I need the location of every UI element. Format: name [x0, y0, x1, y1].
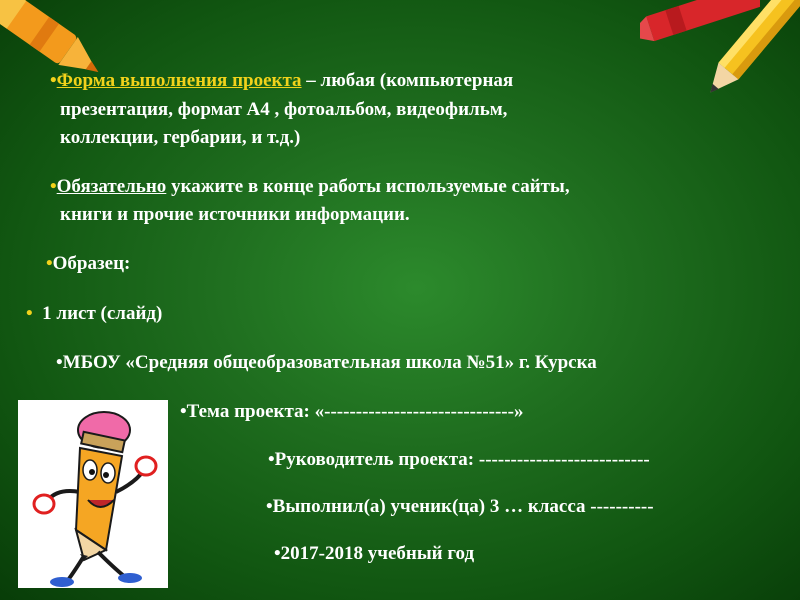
school-text: МБОУ «Средняя общеобразовательная школа №51» г. Курска	[62, 352, 597, 373]
form-text: – любая (компьютерная	[301, 70, 514, 91]
item-form-line3: коллекции, гербарии, и т.д.)	[60, 127, 301, 148]
bullet: •	[268, 449, 275, 470]
item-topic	[180, 398, 523, 425]
required-underlined: Обязательно	[56, 176, 167, 197]
item-school	[56, 349, 597, 376]
bullet: •	[180, 401, 187, 422]
year-text: 2017-2018 учебный год	[280, 543, 475, 564]
item-year	[274, 540, 474, 567]
item-sample	[46, 250, 130, 277]
sample-text: Образец:	[52, 253, 131, 274]
pencil-mascot-icon	[18, 400, 168, 588]
bullet: •	[46, 253, 53, 274]
mascot-frame	[18, 400, 168, 588]
supervisor-text: Руководитель проекта: ---------------------------	[274, 449, 650, 470]
item-author	[266, 493, 654, 520]
item-one-sheet	[26, 300, 162, 327]
bullet: •	[274, 543, 281, 564]
bullet: •	[50, 176, 57, 197]
bullet: •	[50, 70, 57, 91]
bullet: •	[266, 496, 273, 517]
item-required-line2: книги и прочие источники информации.	[60, 204, 410, 225]
item-required-line1	[50, 173, 570, 200]
item-supervisor	[268, 446, 650, 473]
item-form-line1	[50, 67, 513, 94]
required-text: укажите в конце работы используемые сайты,	[166, 176, 570, 197]
bullet: •	[26, 303, 33, 324]
item-form-line2: презентация, формат А4 , фотоальбом, видеофильм,	[60, 99, 508, 120]
bullet: •	[56, 352, 63, 373]
one-sheet-text: 1 лист (слайд)	[42, 303, 163, 324]
form-highlight: Форма выполнения проекта	[56, 70, 302, 91]
yellow-pencil-icon	[690, 0, 800, 110]
topic-text: Тема проекта: «------------------------------»	[186, 401, 524, 422]
author-text: Выполнил(а) ученик(ца) 3 … класса ----------	[272, 496, 654, 517]
